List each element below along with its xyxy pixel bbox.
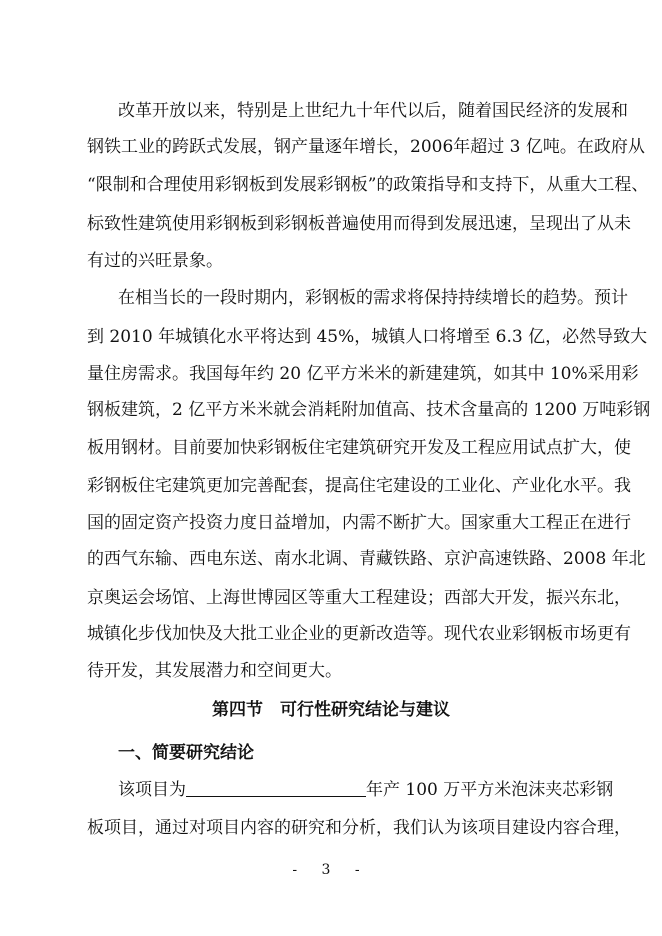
conclusion-suffix: 年产 100 万平方米泡沫夹芯彩钢 <box>366 780 614 800</box>
paragraph-2-line-5: 板用钢材。目前要加快彩钢板住宅建筑研究开发及工程应用试点扩大，使 <box>87 438 631 458</box>
conclusion-line-2: 板项目，通过对项目内容的研究和分析，我们认为该项目建设内容合理， <box>87 818 631 838</box>
paragraph-2-line-6: 彩钢板住宅建筑更加完善配套，提高住宅建设的工业化、产业化水平。我 <box>87 476 631 496</box>
paragraph-2-line-8: 的西气东输、西电东送、南水北调、青藏铁路、京沪高速铁路、2008 年北 <box>87 549 646 569</box>
paragraph-2-line-3: 量住房需求。我国每年约 20 亿平方米米的新建建筑，如其中 10%采用彩 <box>87 364 639 384</box>
paragraph-1-line-5: 有过的兴旺景象。 <box>87 251 223 271</box>
paragraph-1-line-2: 钢铁工业的跨跃式发展，钢产量逐年增长，2006年超过 3 亿吨。在政府从 <box>87 137 645 157</box>
section-title: 第四节 可行性研究结论与建议 <box>212 700 450 720</box>
page-number: - 3 - <box>292 862 370 878</box>
paragraph-2-line-11: 待开发，其发展潜力和空间更大。 <box>87 661 342 681</box>
paragraph-1-line-1: 改革开放以来，特别是上世纪九十年代以后，随着国民经济的发展和 <box>118 101 628 121</box>
paragraph-2-line-9: 京奥运会场馆、上海世博园区等重大工程建设；西部大开发，振兴东北， <box>87 588 631 608</box>
paragraph-2-line-2: 到 2010 年城镇化水平将达到 45%，城镇人口将增至 6.3 亿，必然导致大 <box>87 327 648 347</box>
paragraph-1-line-3: “限制和合理使用彩钢板到发展彩钢板”的政策指导和支持下，从重大工程、 <box>87 175 649 195</box>
paragraph-2-line-1: 在相当长的一段时期内，彩钢板的需求将保持持续增长的趋势。预计 <box>118 288 628 308</box>
project-name-blank <box>186 780 366 797</box>
subsection-title: 一、简要研究结论 <box>118 743 254 763</box>
conclusion-prefix: 该项目为 <box>118 780 186 800</box>
paragraph-2-line-4: 钢板建筑，2 亿平方米米就会消耗附加值高、技术含量高的 1200 万吨彩钢 <box>87 400 651 420</box>
paragraph-2-line-10: 城镇化步伐加快及大批工业企业的更新改造等。现代农业彩钢板市场更有 <box>87 624 631 644</box>
paragraph-1-line-4: 标致性建筑使用彩钢板到彩钢板普遍使用而得到发展迅速，呈现出了从未 <box>87 214 631 234</box>
paragraph-2-line-7: 国的固定资产投资力度日益增加，内需不断扩大。国家重大工程正在进行 <box>87 513 631 533</box>
conclusion-line-1 <box>118 778 613 802</box>
